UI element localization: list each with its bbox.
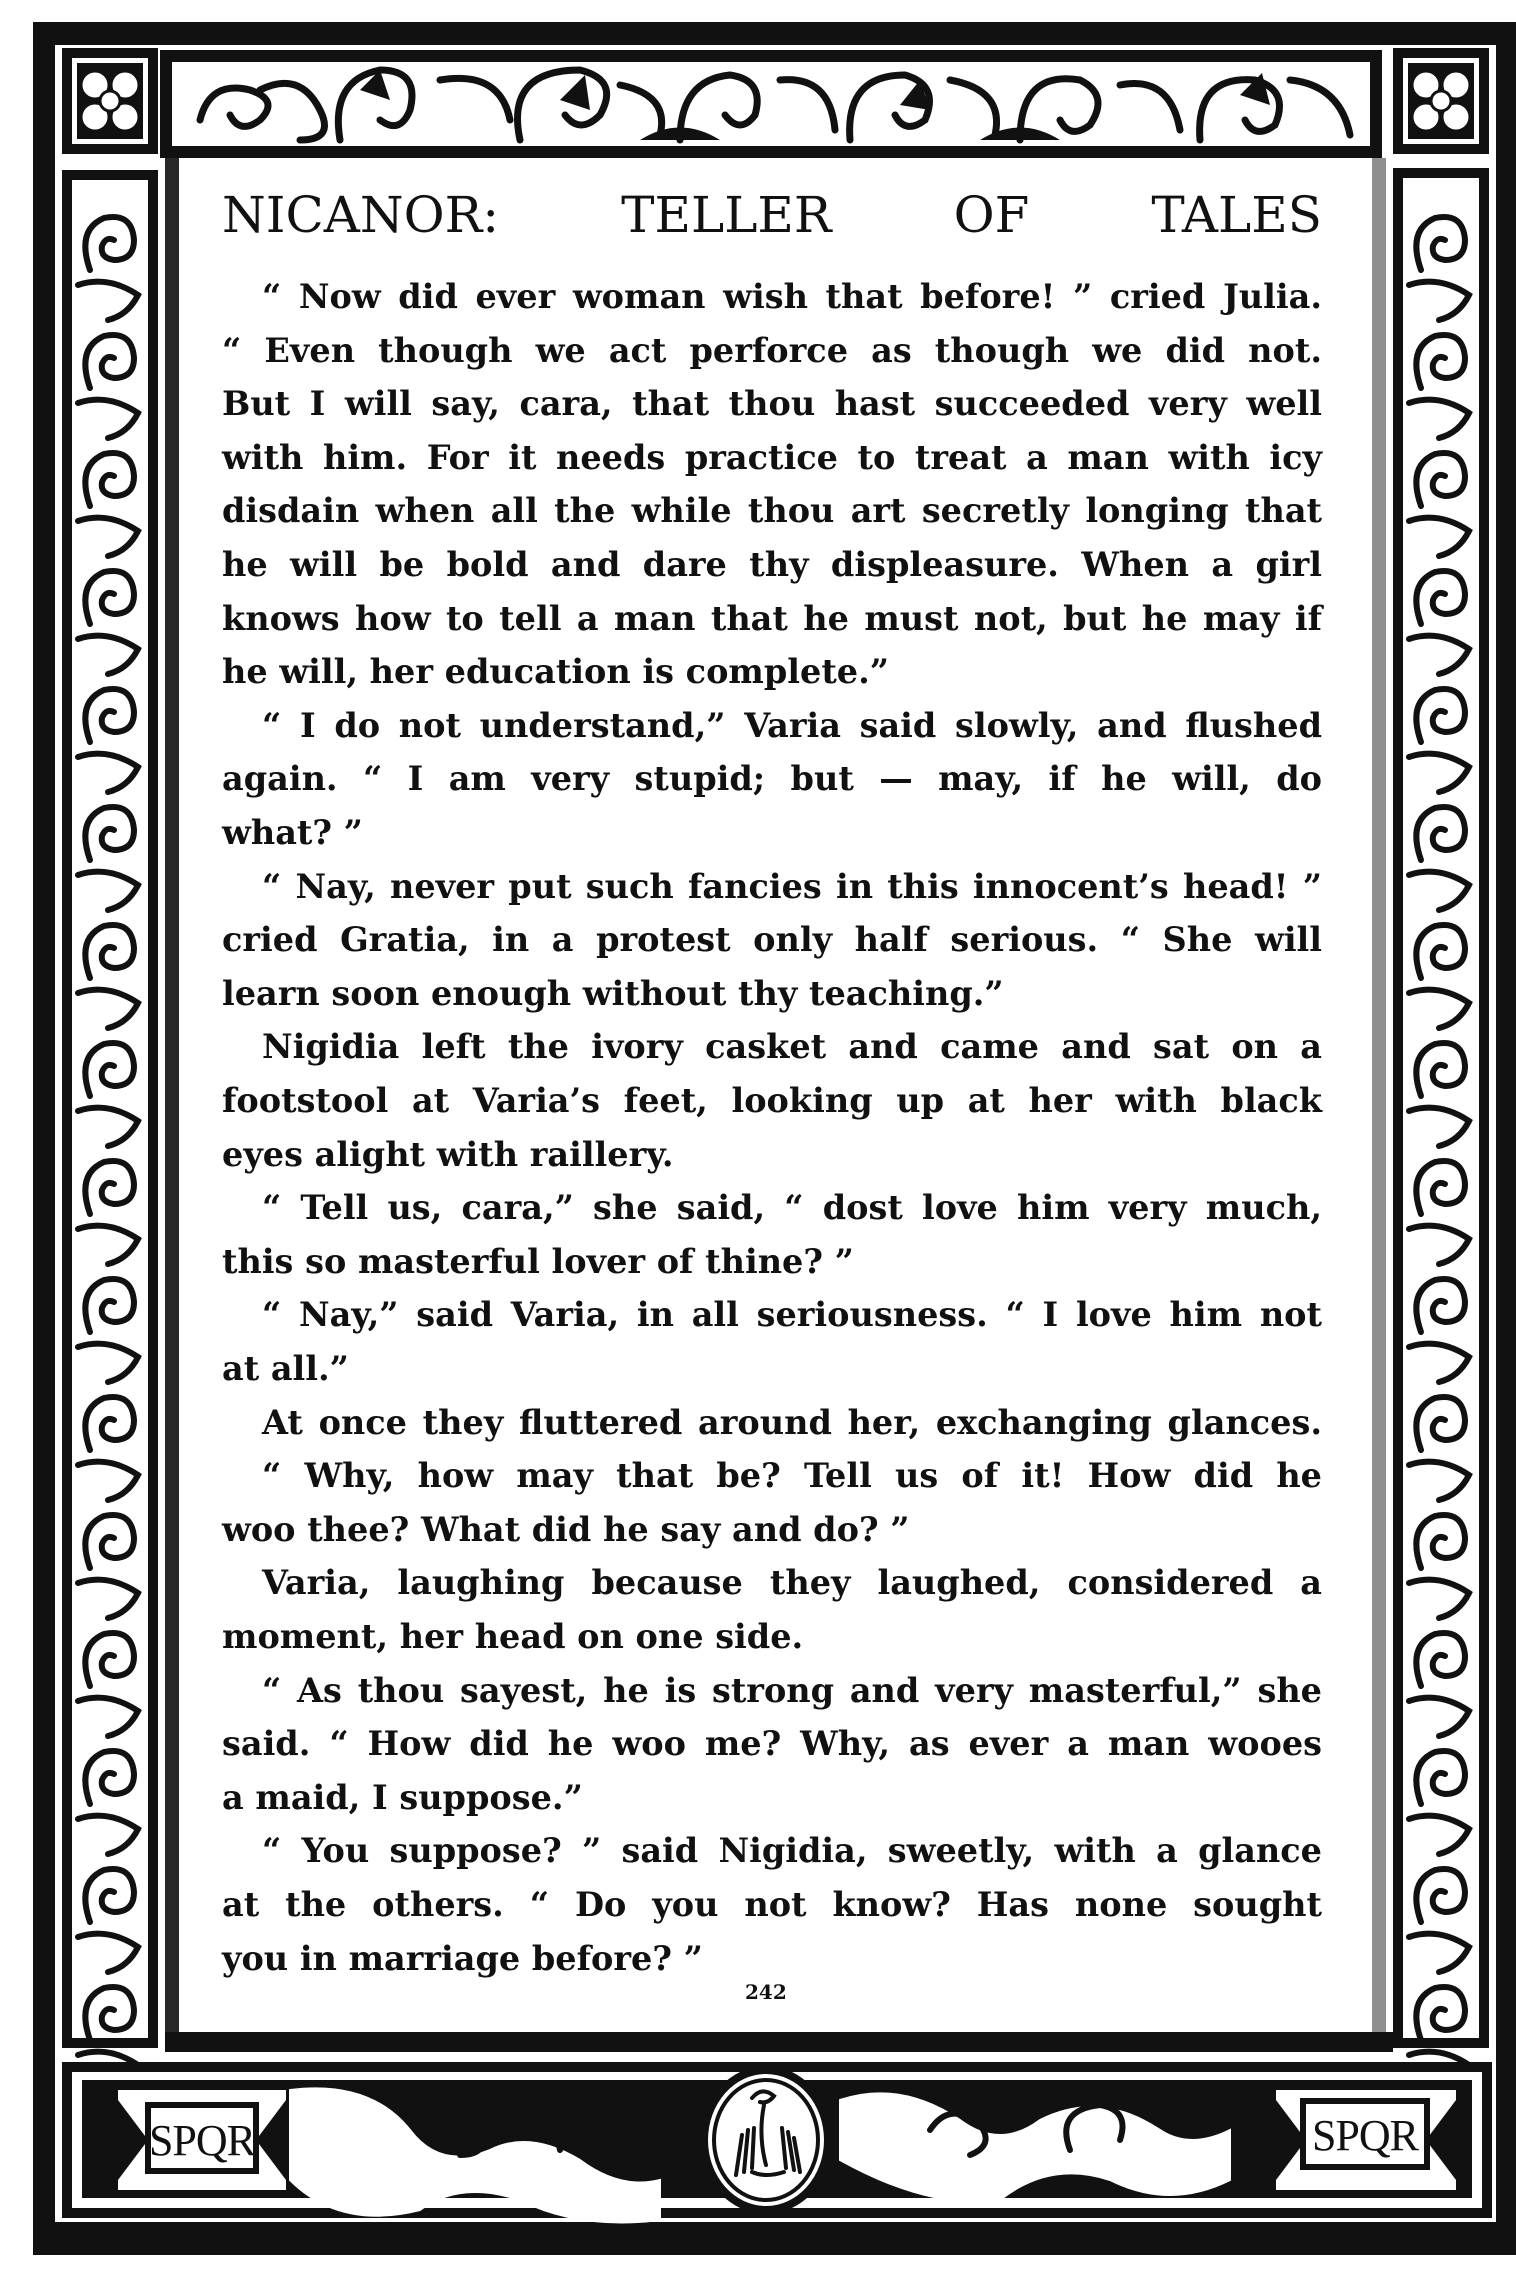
right-scroll-column xyxy=(1372,158,1489,2090)
text-line: moment, her head on one side. xyxy=(222,1617,804,1656)
eagle-medallion xyxy=(700,2066,832,2214)
panel-bottom-rule xyxy=(165,2032,1393,2052)
text-line: he will be bold and dare thy displeasure. When a girl xyxy=(222,545,1322,584)
text-line: a maid, I suppose.” xyxy=(222,1777,583,1817)
text-line: at the others. “ Do you not know? Has none sought xyxy=(222,1885,1322,1924)
text-line: what? ” xyxy=(222,813,363,852)
text-line: Nigidia left the ivory casket and came and sat on a xyxy=(262,1027,1322,1067)
text-line: cried Gratia, in a protest only half serious. “ She will xyxy=(222,920,1322,960)
corner-flower-top-right xyxy=(1393,48,1489,154)
text-line: “ I do not understand,” Varia said slowly, and flushed xyxy=(262,705,1322,745)
text-line: At once they fluttered around her, exchanging glances. xyxy=(262,1402,1322,1442)
text-line: “ Nay, never put such fancies in this innocent’s head! ” xyxy=(262,866,1322,906)
text-line: you in marriage before? ” xyxy=(222,1938,703,1978)
text-line: he will, her education is complete.” xyxy=(222,652,890,692)
text-line: “ You suppose? ” said Nigidia, sweetly, with a glance xyxy=(262,1831,1322,1871)
text-line: “ Tell us, cara,” she said, “ dost love him very much, xyxy=(262,1188,1322,1228)
spqr-plaque-left xyxy=(118,2090,286,2190)
spqr-left-text: SPQR xyxy=(148,2116,256,2165)
text-line: “ Why, how may that be? Tell us of it! How did he xyxy=(262,1456,1322,1496)
text-line: said. “ How did he woo me? Why, as ever a man wooes xyxy=(222,1724,1322,1764)
text-line: disdain when all the while thou art secretly longing that xyxy=(222,491,1322,531)
text-line: with him. For it needs practice to treat a man with icy xyxy=(222,437,1322,477)
page-number: 242 xyxy=(745,1980,787,2004)
top-scroll-band xyxy=(160,50,1382,158)
text-line: this so masterful lover of thine? ” xyxy=(222,1241,854,1281)
text-line: knows how to tell a man that he must not, but he may if xyxy=(222,598,1322,638)
text-line: “ As thou sayest, he is strong and very masterful,” she xyxy=(262,1670,1322,1710)
left-scroll-column xyxy=(62,158,179,2090)
spqr-right-text: SPQR xyxy=(1311,2111,1419,2160)
corner-flower-top-left xyxy=(62,48,158,154)
spqr-plaque-right xyxy=(1276,2090,1456,2190)
text-line: Varia, laughing because they laughed, considered a xyxy=(262,1563,1322,1603)
text-line: woo thee? What did he say and do? ” xyxy=(222,1509,910,1549)
text-line: again. “ I am very stupid; but — may, if he will, do xyxy=(222,759,1322,799)
text-line: learn soon enough without thy teaching.” xyxy=(222,973,1004,1013)
text-line: “ Even though we act perforce as though we did not. xyxy=(222,330,1322,370)
text-line: But I will say, cara, that thou hast succeeded very well xyxy=(222,384,1322,424)
text-line: footstool at Varia’s feet, looking up at her with black xyxy=(222,1081,1322,1120)
running-head: NICANOR: TELLER OF TALES xyxy=(222,186,1322,244)
text-line: “ Now did ever woman wish that before! ” cried Julia. xyxy=(262,277,1322,316)
text-line: eyes alight with raillery. xyxy=(222,1134,674,1174)
bottom-scroll-band xyxy=(62,2062,1492,2223)
text-line: “ Nay,” said Varia, in all seriousness. “ I love him not xyxy=(262,1295,1322,1335)
text-line: at all.” xyxy=(222,1349,349,1388)
